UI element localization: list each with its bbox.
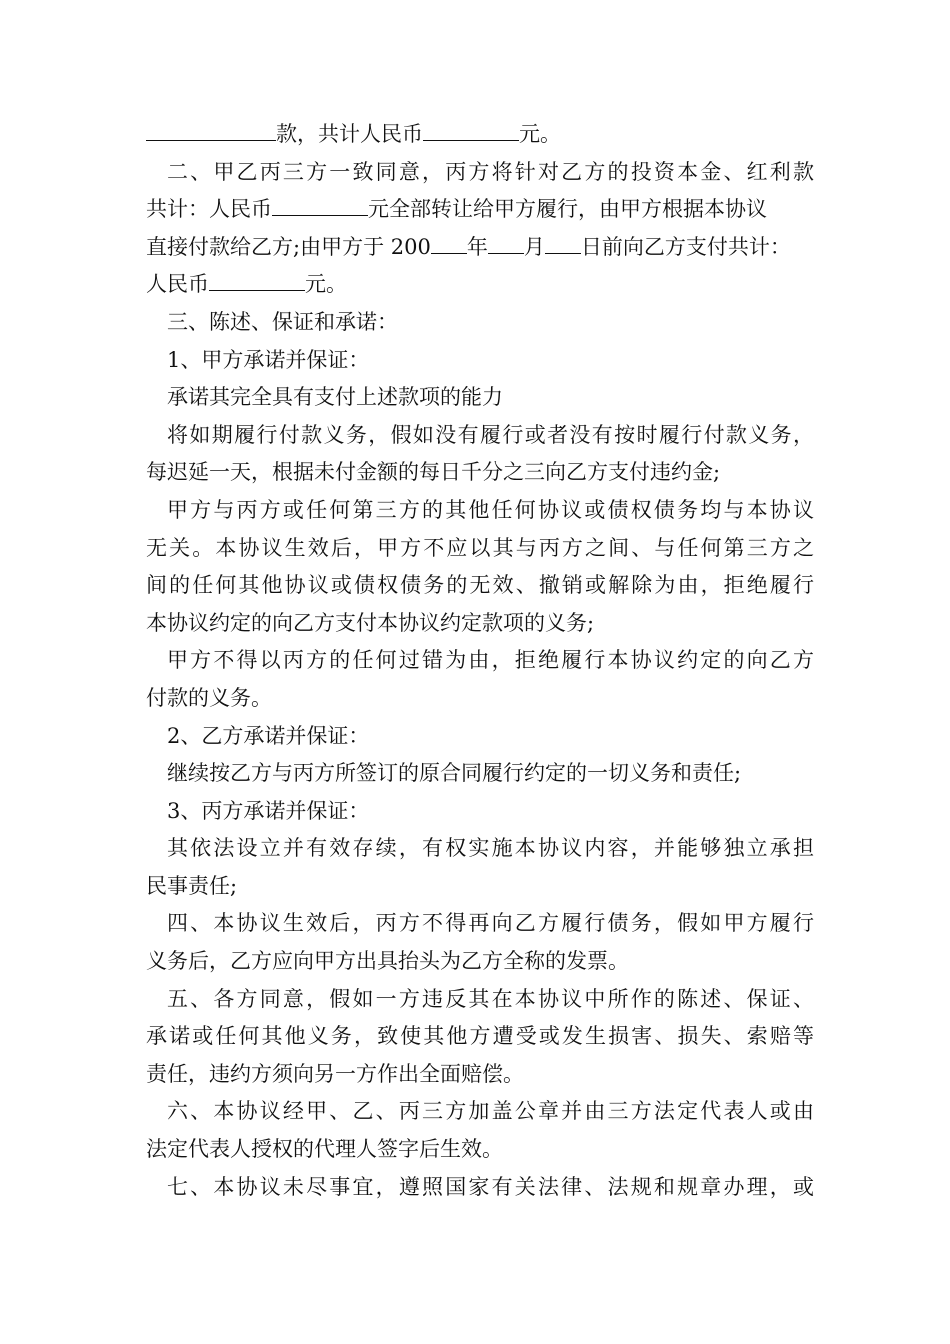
clause-seven: 七、本协议未尽事宜，遵照国家有关法律、法规和规章办理，或 xyxy=(167,1174,814,1199)
subclause-heading: 3、丙方承诺并保证： xyxy=(167,798,370,823)
paragraph-line xyxy=(146,191,814,229)
paragraph-line: 付款的义务。 xyxy=(146,685,272,710)
blank-field xyxy=(146,119,276,141)
text-span: 人民币 xyxy=(146,272,209,297)
text-span: 元。 xyxy=(305,272,347,297)
text-span: 元。 xyxy=(519,122,561,146)
text-span: 直接付款给乙方;由甲方于 200 xyxy=(146,234,431,259)
clause-two: 二、甲乙丙三方一致同意，丙方将针对乙方的投资本金、红利款 xyxy=(167,159,814,184)
paragraph-line: 每迟延一天，根据未付金额的每日千分之三向乙方支付违约金; xyxy=(146,460,721,485)
blank-field xyxy=(209,269,305,291)
paragraph-line: 承诺其完全具有支付上述款项的能力 xyxy=(167,385,503,410)
clause-five: 五、各方同意，假如一方违反其在本协议中所作的陈述、保证、 xyxy=(167,986,814,1011)
blank-field xyxy=(488,232,524,254)
document-page xyxy=(146,116,814,1206)
paragraph-line xyxy=(146,116,814,154)
paragraph-line: 甲方不得以丙方的任何过错为由，拒绝履行本协议约定的向乙方 xyxy=(167,648,814,673)
paragraph-line: 义务后，乙方应向甲方出具抬头为乙方全称的发票。 xyxy=(146,949,629,974)
paragraph-line: 承诺或任何其他义务，致使其他方遭受或发生损害、损失、索赔等 xyxy=(146,1024,814,1049)
paragraph-line xyxy=(146,229,814,267)
paragraph-line: 甲方与丙方或任何第三方的其他任何协议或债权债务均与本协议 xyxy=(167,497,814,522)
text-span: 元全部转让给甲方履行，由甲方根据本协议 xyxy=(368,197,767,222)
text-span: 日前向乙方支付共计： xyxy=(580,234,791,259)
text-span: 款，共计人民币 xyxy=(276,122,423,146)
subclause-heading: 1、甲方承诺并保证： xyxy=(167,347,370,372)
paragraph-line: 责任，违约方须向另一方作出全面赔偿。 xyxy=(146,1061,524,1086)
clause-four: 四、本协议生效后，丙方不得再向乙方履行债务，假如甲方履行 xyxy=(167,911,814,936)
blank-field xyxy=(423,119,519,141)
blank-field xyxy=(545,232,581,254)
subclause-heading: 2、乙方承诺并保证： xyxy=(167,723,370,748)
blank-field xyxy=(431,232,467,254)
paragraph-line: 继续按乙方与丙方所签订的原合同履行约定的一切义务和责任; xyxy=(167,761,742,786)
paragraph-line: 本协议约定的向乙方支付本协议约定款项的义务; xyxy=(146,610,595,635)
clause-six: 六、本协议经甲、乙、丙三方加盖公章并由三方法定代表人或由 xyxy=(167,1099,814,1124)
paragraph-line: 将如期履行付款义务，假如没有履行或者没有按时履行付款义务， xyxy=(167,422,814,447)
clause-three-heading: 三、陈述、保证和承诺： xyxy=(167,309,398,334)
text-span: 年 xyxy=(466,234,488,259)
paragraph-line: 法定代表人授权的代理人签字后生效。 xyxy=(146,1137,503,1162)
paragraph-line xyxy=(146,266,814,304)
text-span: 共计：人民币 xyxy=(146,197,272,222)
paragraph-line: 无关。本协议生效后，甲方不应以其与丙方之间、与任何第三方之 xyxy=(146,535,814,560)
paragraph-line: 民事责任; xyxy=(146,873,238,898)
blank-field xyxy=(272,194,368,216)
text-span: 月 xyxy=(523,234,545,259)
paragraph-line: 间的任何其他协议或债权债务的无效、撤销或解除为由，拒绝履行 xyxy=(146,573,814,598)
paragraph-line: 其依法设立并有效存续，有权实施本协议内容，并能够独立承担 xyxy=(167,836,814,861)
